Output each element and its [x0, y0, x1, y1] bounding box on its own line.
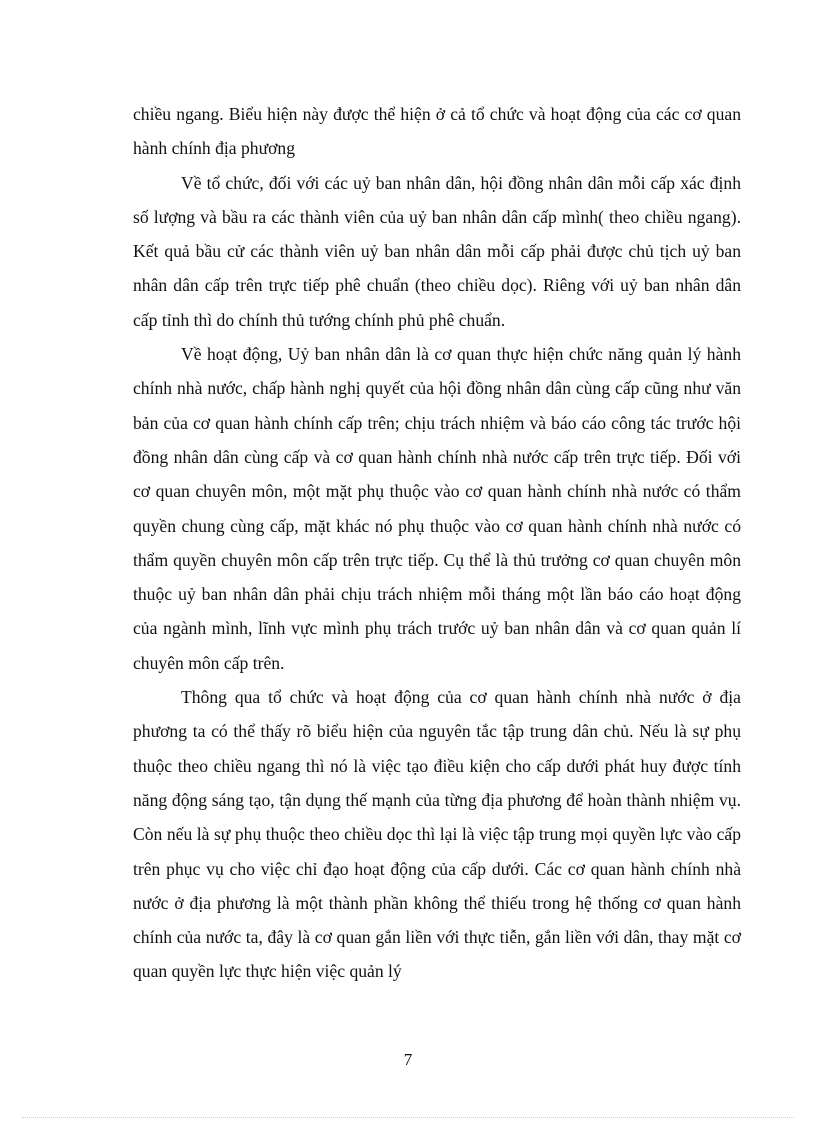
paragraph-2: Về tổ chức, đối với các uỷ ban nhân dân, hội đồng nhân dân mỗi cấp xác định số lượng và bầu ra các thành viên của uỷ ban nhân dân cấp mình( theo chiều ngang). Kết quả bầu cử các thành viên uỷ ban nhân dân mỗi cấp phải được chủ tịch uỷ ban nhân dân cấp trên trực tiếp phê chuẩn (theo chiều dọc). Riêng với uỷ ban nhân dân cấp tỉnh thì do chính thủ tướng chính phủ phê chuẩn. [133, 172, 741, 330]
page-number: 7 [403, 1050, 413, 1069]
page-edge-divider [22, 1117, 794, 1118]
body-text [133, 97, 741, 989]
paragraph-1: chiều ngang. Biểu hiện này được thể hiện ở cả tổ chức và hoạt động của các cơ quan hành chính địa phương [133, 104, 741, 159]
paragraph-3: Về hoạt động, Uỷ ban nhân dân là cơ quan thực hiện chức năng quản lý hành chính nhà nước, chấp hành nghị quyết của hội đồng nhân dân cùng cấp cũng như văn bản của cơ quan hành chính cấp trên; chịu trách nhiệm và báo cáo công tác trước hội đồng nhân dân cùng cấp và cơ quan hành chính nhà nước cấp trên trực tiếp. Đối với cơ quan chuyên môn, một mặt phụ thuộc vào cơ quan hành chính nhà nước có thẩm quyền chung cùng cấp, mặt khác nó phụ thuộc vào cơ quan hành chính nhà nước có thẩm quyền chuyên môn cấp trên trực tiếp. Cụ thể là thủ trưởng cơ quan chuyên môn thuộc uỷ ban nhân dân phải chịu trách nhiệm mỗi tháng một lần báo cáo hoạt động của ngành mình, lĩnh vực mình phụ trách trước uỷ ban nhân dân và cơ quan quản lí chuyên môn cấp trên. [133, 344, 741, 673]
paragraph-4: Thông qua tổ chức và hoạt động của cơ quan hành chính nhà nước ở địa phương ta có thể thấy rõ biểu hiện của nguyên tắc tập trung dân chủ. Nếu là sự phụ thuộc theo chiều ngang thì nó là việc tạo điều kiện cho cấp dưới phát huy được tính năng động sáng tạo, tận dụng thế mạnh của từng địa phương để hoàn thành nhiệm vụ. Còn nếu là sự phụ thuộc theo chiều dọc thì lại là việc tập trung mọi quyền lực vào cấp trên phục vụ cho việc chỉ đạo hoạt động của cấp dưới. Các cơ quan hành chính nhà nước ở địa phương là một thành phần không thể thiếu trong hệ thống cơ quan hành chính của nước ta, đây là cơ quan gắn liền với thực tiễn, gắn liền với dân, thay mặt cơ quan quyền lực thực hiện việc quản lý [133, 687, 741, 982]
